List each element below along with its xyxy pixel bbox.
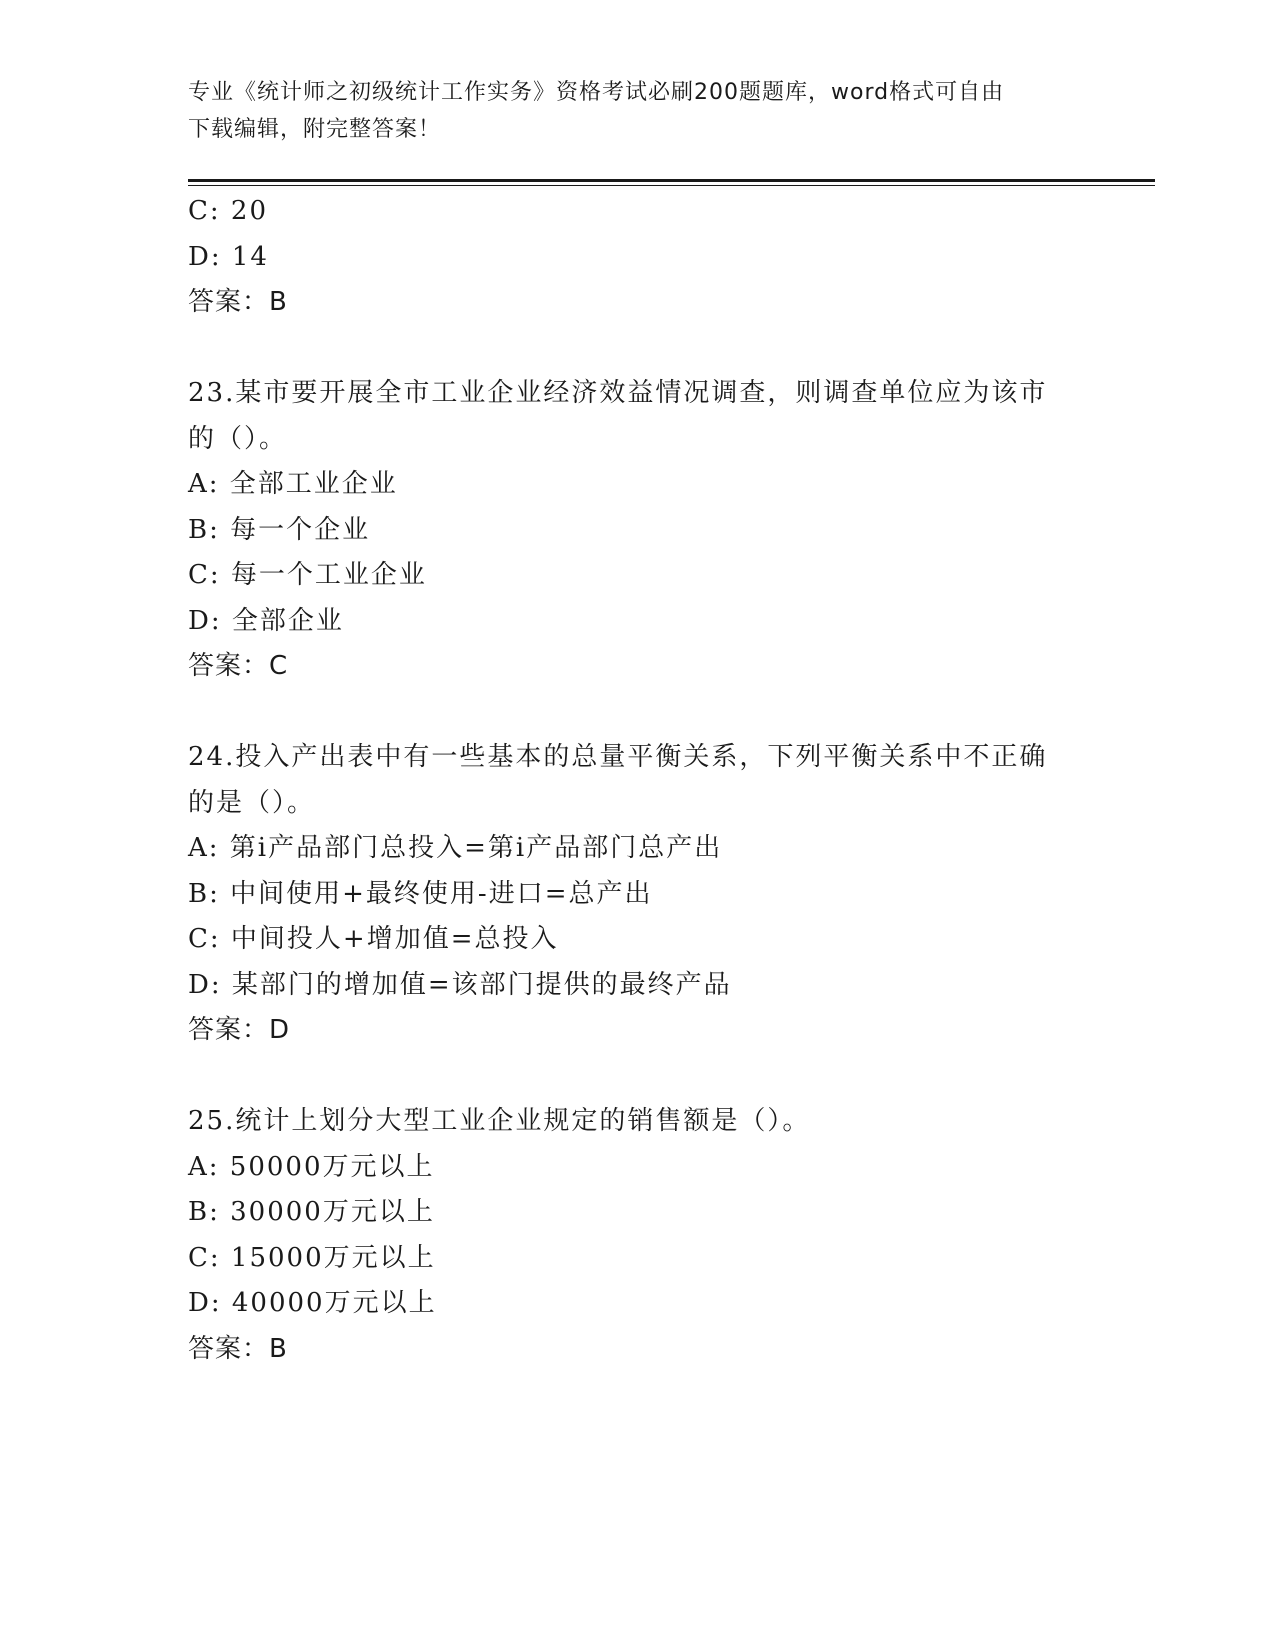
- document-header: [188, 74, 1068, 148]
- question-stem: 25.统计上划分大型工业企业规定的销售额是（）。: [188, 1106, 811, 1136]
- header-title-line-1: 专业《统计师之初级统计工作实务》资格考试必刷200题题库，word格式可自由: [188, 80, 1005, 105]
- option-c: C: 每一个工业企业: [188, 560, 427, 590]
- header-title-line-2: 下载编辑，附完整答案！: [188, 117, 442, 142]
- option-d: D: 14: [188, 241, 269, 272]
- question-25: [188, 1099, 1088, 1372]
- option-c: C: 中间投人+增加值=总投入: [188, 924, 559, 954]
- answer-line: 答案：B: [188, 1333, 288, 1364]
- option-c: C: 15000万元以上: [188, 1242, 436, 1273]
- option-b: B: 30000万元以上: [188, 1197, 435, 1227]
- option-b: B: 每一个企业: [188, 514, 371, 545]
- option-b: B: 中间使用+最终使用-进口=总产出: [188, 878, 653, 909]
- spacer: [188, 690, 1088, 736]
- question-list: [188, 189, 1088, 1372]
- answer-line: 答案：D: [188, 1015, 291, 1045]
- question-24: [188, 735, 1088, 1054]
- question-22-tail: [188, 189, 1088, 326]
- option-a: A: 全部工业企业: [188, 469, 398, 499]
- header-divider-thick: [188, 179, 1155, 182]
- question-stem: 23.某市要开展全市工业企业经济效益情况调查，则调查单位应为该市: [188, 378, 1048, 408]
- answer-line: 答案：C: [188, 651, 289, 681]
- header-divider-thin: [188, 185, 1155, 186]
- option-c: C: 20: [188, 196, 269, 226]
- option-d: D: 40000万元以上: [188, 1288, 437, 1318]
- answer-line: 答案：B: [188, 287, 288, 317]
- spacer: [188, 1054, 1088, 1100]
- question-stem-continued: 的是（）。: [188, 787, 316, 818]
- question-stem-continued: 的（）。: [188, 423, 288, 454]
- spacer: [188, 326, 1088, 372]
- option-d: D: 全部企业: [188, 605, 344, 636]
- option-a: A: 第i产品部门总投入=第i产品部门总产出: [188, 833, 723, 863]
- option-d: D: 某部门的增加值=该部门提供的最终产品: [188, 969, 732, 1000]
- question-stem: 24.投入产出表中有一些基本的总量平衡关系，下列平衡关系中不正确: [188, 742, 1048, 772]
- option-a: A: 50000万元以上: [188, 1151, 435, 1182]
- question-23: [188, 371, 1088, 690]
